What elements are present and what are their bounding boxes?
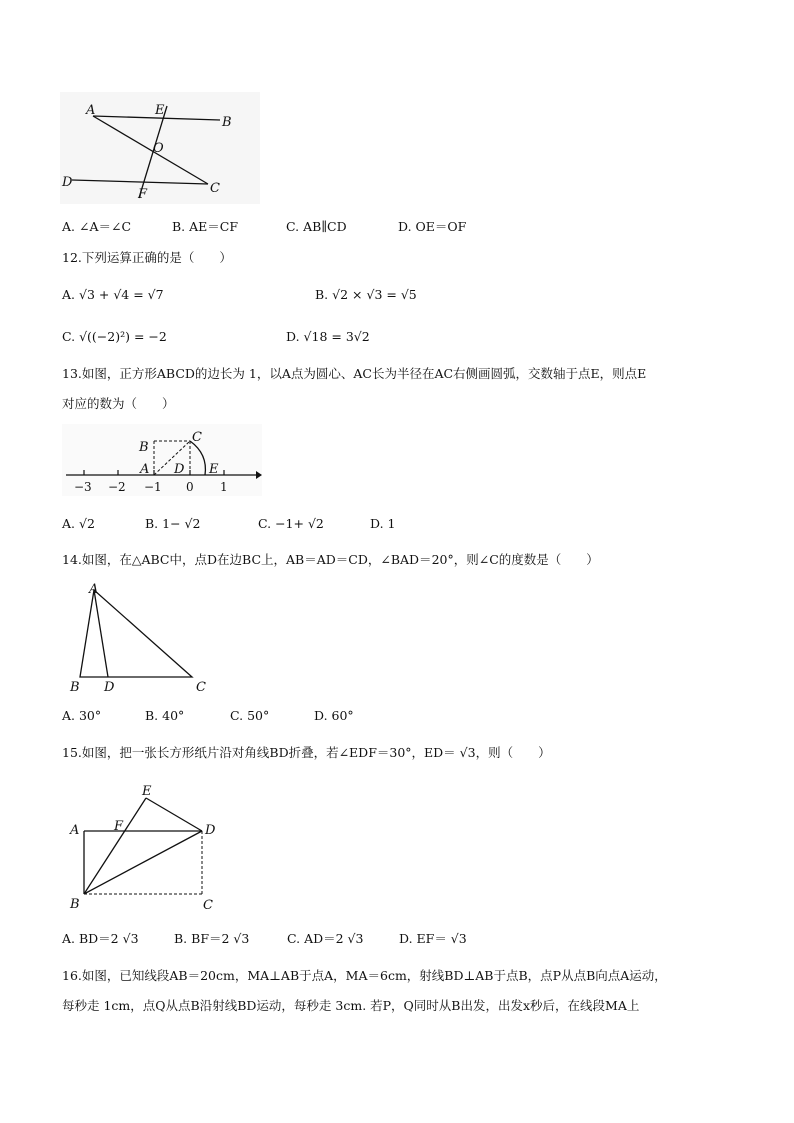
q11-figure [60,92,260,204]
q14-option-a[interactable]: A. 30° [62,708,102,723]
q11-label-d: D [62,175,73,190]
q12-option-d-letter: D. [286,329,300,344]
q12-option-d-expr: √18 = 3√2 [303,329,370,344]
q13-option-a[interactable]: A. √2 [62,516,95,531]
q12-option-b-letter: B. [315,287,329,302]
q14-figure [62,580,222,694]
q13-figure [62,424,262,496]
q13-tick-neg3: −3 [74,480,92,494]
q11-label-e: E [155,103,165,118]
q16-stem-line1: 16.如图，已知线段AB＝20cm，MA⊥AB于点A，MA＝6cm，射线BD⊥AB于点B，点P从点B向点A运动， [62,968,667,983]
q13-tick-neg1: −1 [144,480,162,494]
q15-label-a: A [70,823,80,838]
q13-label-d: D [174,462,185,477]
q12-option-a[interactable] [62,286,164,304]
q15-label-e: E [142,784,152,799]
q14-label-a: A [89,582,99,597]
q13-option-d[interactable]: D. 1 [370,516,396,531]
q12-option-c[interactable] [62,328,167,346]
q14-label-d: D [104,680,115,694]
q15-label-c: C [203,898,213,912]
q14-label-b: B [70,680,80,694]
q11-label-c: C [210,181,220,196]
q13-stem-line1: 13.如图，正方形ABCD的边长为 1，以A点为圆心、AC长为半径在AC右侧画圆弧，交数轴于点E，则点E [62,366,647,381]
q14-label-c: C [196,680,206,694]
q15-label-b: B [70,897,80,912]
q15-figure [62,780,228,912]
q13-label-a: A [140,462,150,477]
q15-option-b[interactable]: B. BF＝2 √3 [174,931,250,946]
q11-label-f: F [138,187,148,202]
q16-stem-line2: 每秒走 1cm，点Q从点B沿射线BD运动，每秒走 3cm. 若P，Q同时从B出发，出发x秒后，在线段MA上 [62,998,640,1013]
q12-option-d[interactable] [286,328,370,346]
q13-label-b: B [139,440,149,455]
q15-label-f: F [114,819,124,834]
q13-tick-neg2: −2 [108,480,126,494]
q12-stem: 12.下列运算正确的是（ ） [62,250,232,265]
q11-label-o: O [153,141,164,156]
q14-stem: 14.如图，在△ABC中，点D在边BC上，AB＝AD＝CD，∠BAD＝20°，则∠C的度数是（ ） [62,552,599,567]
q12-option-c-expr: √((−2)²) = −2 [79,329,167,344]
q13-option-b[interactable]: B. 1− √2 [145,516,201,531]
q12-option-b-expr: √2 × √3 = √5 [332,287,417,302]
q15-stem: 15.如图，把一张长方形纸片沿对角线BD折叠，若∠EDF＝30°，ED＝ √3，则（ ） [62,745,551,760]
q11-label-b: B [222,115,232,130]
q12-option-b[interactable] [315,286,417,304]
q11-option-c[interactable]: C. AB∥CD [286,219,347,234]
q13-stem-line2: 对应的数为（ ） [62,396,175,411]
q12-option-c-letter: C. [62,329,76,344]
q13-tick-0: 0 [186,480,194,494]
q12-option-a-letter: A. [62,287,76,302]
q13-option-c[interactable]: C. −1+ √2 [258,516,324,531]
q13-label-e: E [209,462,219,477]
q11-option-a[interactable]: A. ∠A＝∠C [62,219,132,234]
q11-option-d[interactable]: D. OE＝OF [398,219,467,234]
q12-option-a-expr: √3 + √4 = √7 [79,287,164,302]
q15-option-a[interactable]: A. BD＝2 √3 [62,931,139,946]
q15-label-d: D [205,823,216,838]
q14-option-d[interactable]: D. 60° [314,708,354,723]
q13-tick-1: 1 [220,480,228,494]
q11-label-a: A [86,103,96,118]
q13-label-c: C [192,430,202,445]
q14-option-c[interactable]: C. 50° [230,708,270,723]
q15-option-c[interactable]: C. AD＝2 √3 [287,931,364,946]
q14-option-b[interactable]: B. 40° [145,708,185,723]
q11-option-b[interactable]: B. AE＝CF [172,219,239,234]
q15-option-d[interactable]: D. EF＝ √3 [399,931,467,946]
